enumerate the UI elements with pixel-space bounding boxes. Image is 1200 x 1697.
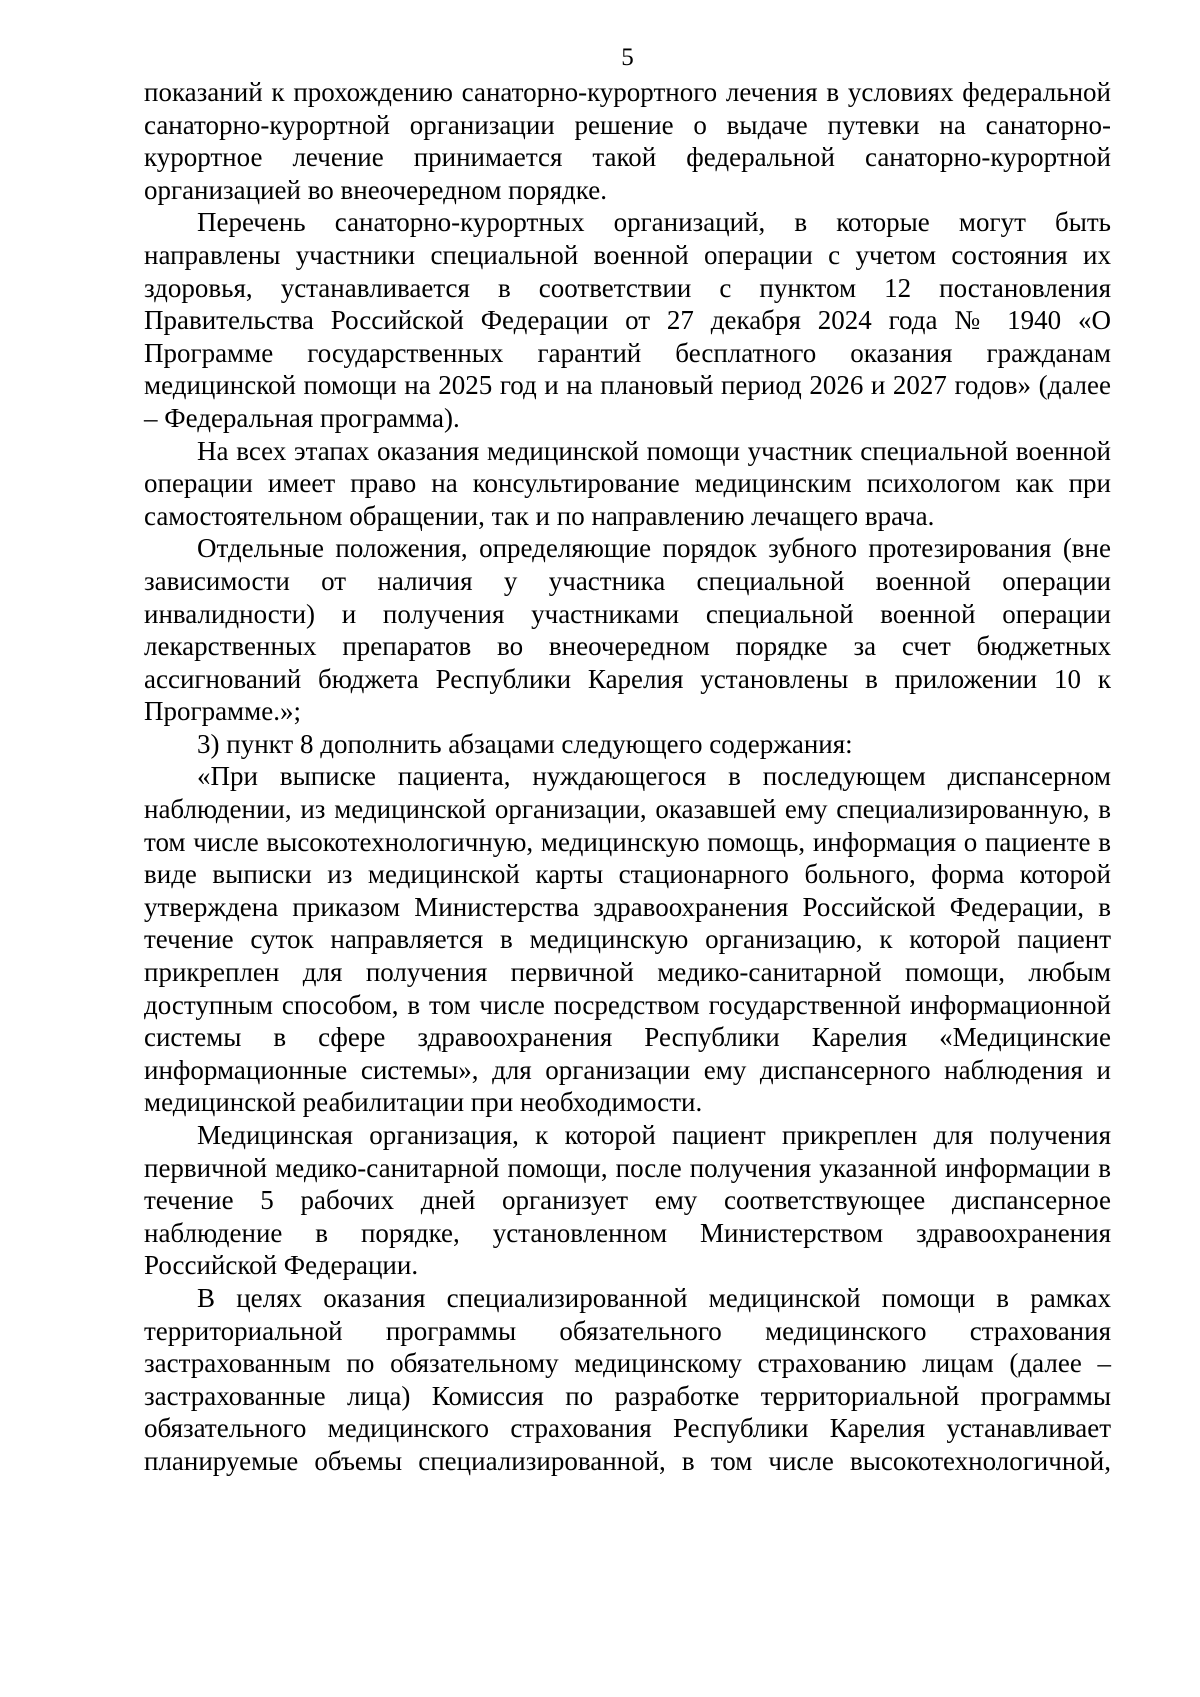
paragraph: На всех этапах оказания медицинской помощи участник специальной военной операции имеет право на консультирование медицинским психологом как при самостоятельном обращении, так и по направлению лечащего врача. bbox=[144, 435, 1111, 531]
paragraph: Перечень санаторно-курортных организаций, в которые могут быть направлены участники специальной военной операции с учетом состояния их здоровья, устанавливается в соответствии с пунктом 12 постановления Правительства Российской Федерации от 27 декабря 2024 года № 1940 «О Программе государственных гарантий бесплатного оказания гражданам медицинской помощи на 2025 год и на плановый период 2026 и 2027 годов» (далее – Федеральная программа). bbox=[144, 207, 1111, 433]
paragraph: 3) пункт 8 дополнить абзацами следующего содержания: bbox=[197, 728, 853, 759]
paragraph-last: В целях оказания специализированной медицинской помощи в рамках территориальной программы обязательного медицинского страхования застрахованным по обязательному медицинскому страхованию лицам (далее – застрахованные лица) Комиссия по разработке территориальной программы обязательного медицинского страхования Республики Карелия устанавливает планируемые объемы специализированной, в том числе высокотехнологичной, bbox=[144, 1282, 1111, 1476]
paragraph: Отдельные положения, определяющие порядок зубного протезирования (вне зависимости от наличия у участника специальной военной операции инвалидности) и получения участниками специальной военной операции лекарственных препаратов во внеочередном порядке за счет бюджетных ассигнований бюджета Республики Карелия установлены в приложении 10 к Программе.»; bbox=[144, 533, 1111, 727]
paragraph: Медицинская организация, к которой пациент прикреплен для получения первичной медико-санитарной помощи, после получения указанной информации в течение 5 рабочих дней организует ему соответствующее диспансерное наблюдение в порядке, установленном Министерством здравоохранения Российской Федерации. bbox=[144, 1120, 1111, 1281]
paragraph: показаний к прохождению санаторно-курортного лечения в условиях федеральной санаторно-курортной организации решение о выдаче путевки на санаторно-курортное лечение принимается такой федеральной санаторно-курортной организацией во внеочередном порядке. bbox=[144, 77, 1111, 205]
page-number: 5 bbox=[621, 44, 634, 71]
paragraph: «При выписке пациента, нуждающегося в последующем диспансерном наблюдении, из медицинской организации, оказавшей ему специализированную, в том числе высокотехнологичную, медицинскую помощь, информация о пациенте в виде выписки из медицинской карты стационарного больного, форма которой утверждена приказом Министерства здравоохранения Российской Федерации, в течение суток направляется в медицинскую организацию, к которой пациент прикреплен для получения первичной медико-санитарной помощи, любым доступным способом, в том числе посредством государственной информационной системы в сфере здравоохранения Республики Карелия «Медицинские информационные системы», для организации ему диспансерного наблюдения и медицинской реабилитации при необходимости. bbox=[144, 761, 1111, 1118]
document-page bbox=[144, 40, 1111, 1478]
